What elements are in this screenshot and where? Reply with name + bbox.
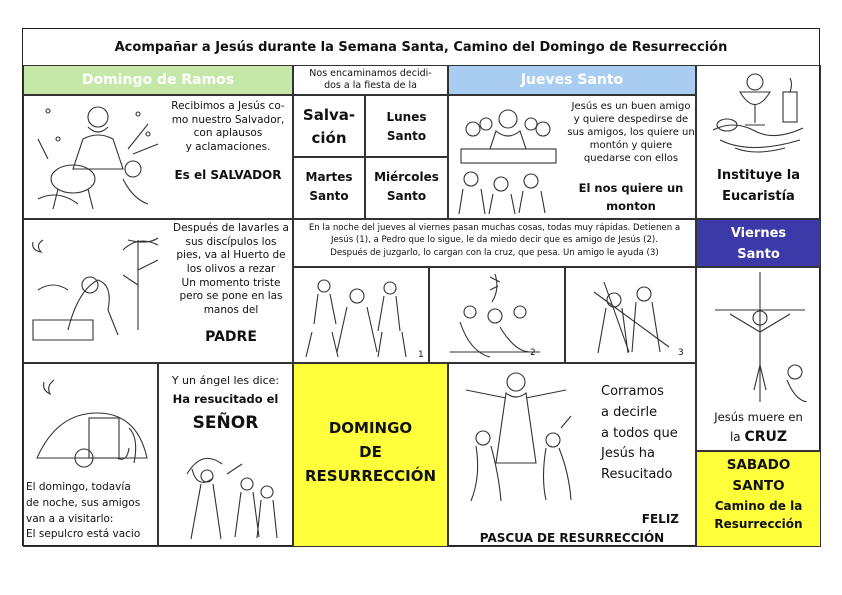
- viernes-cruz-line: [697, 428, 820, 446]
- corramos-text: Corramos a decirle a todos que Jesús ha Resucitado: [601, 384, 678, 483]
- domingo-line-1: DOMINGO: [328, 419, 413, 437]
- cross-carry-illustration: [574, 272, 684, 360]
- domingo-line-2: DE: [359, 443, 382, 461]
- viernes-panel: [696, 267, 821, 451]
- jueves-bold: El nos quiere un monton: [578, 181, 684, 213]
- huerto-panel: [23, 219, 293, 363]
- domingo-line-3: RESURRECCIÓN: [304, 467, 437, 485]
- noche-text-box: [293, 219, 696, 267]
- martes-box: [293, 157, 365, 219]
- ramos-header: [23, 65, 293, 95]
- ramos-header-label: Domingo de Ramos: [81, 72, 235, 88]
- angel-big: SEÑOR: [192, 413, 259, 433]
- salvacion-box: [293, 95, 365, 157]
- eucaristia-label: Instituye la Eucaristía: [716, 168, 800, 204]
- huerto-bold: PADRE: [205, 329, 257, 345]
- corramos-feliz: FELIZ: [641, 512, 679, 526]
- arrest-panel: [293, 267, 429, 363]
- lunes-box: [365, 95, 448, 157]
- viernes-cruz: CRUZ: [744, 429, 788, 445]
- viernes-text: Jesús muere en: [714, 410, 803, 424]
- worksheet-frame: [22, 28, 820, 546]
- empty-tomb-illustration: [29, 368, 154, 478]
- peter-denial-panel: [429, 267, 565, 363]
- ramos-text: Recibimos a Jesús co- mo nuestro Salvador, con aplausos y aclamaciones.: [171, 100, 285, 153]
- ramos-bold: Es el SALVADOR: [174, 168, 282, 182]
- huerto-text: Después de lavarles a sus discípulos los pies, va al Huerto de los olivos a rezar Un momento triste pero se pone en las manos del: [172, 222, 289, 316]
- chalice-bread-illustration: [705, 70, 815, 160]
- angel-panel: [158, 363, 293, 547]
- miercoles-box: [365, 157, 448, 219]
- sabado-line-4: Resurrección: [714, 517, 803, 532]
- sepulcro-text: El domingo, todavía de noche, sus amigos van a a visitarlo: El sepulcro está vacio: [26, 481, 141, 541]
- corramos-panel: [448, 363, 696, 547]
- viernes-header: [696, 219, 821, 267]
- ramos-panel: [23, 95, 293, 219]
- sabado-line-1: SABADO: [726, 457, 791, 473]
- lunes-line-1: Lunes: [386, 110, 427, 124]
- arrest-illustration: [302, 272, 412, 360]
- center-intro: [293, 65, 448, 95]
- viernes-line-2: Santo: [737, 247, 780, 263]
- crucifixion-illustration: [705, 272, 815, 402]
- panel-number-2: 2: [530, 348, 536, 358]
- panel-number-3: 3: [678, 348, 684, 358]
- panel-number-1: 1: [418, 350, 424, 360]
- angel-bold: Ha resucitado el: [172, 392, 279, 406]
- risen-jesus-illustration: [451, 368, 591, 503]
- jueves-text: Jesús es un buen amigo y quiere despedirse de sus amigos, los quiere un montón y quiere quedarse con ellos: [567, 101, 695, 164]
- jueves-header-label: Jueves Santo: [520, 72, 624, 88]
- miercoles-line-2: Santo: [386, 189, 427, 204]
- viernes-line-1: Viernes: [730, 226, 787, 241]
- angel-text: Y un ángel les dice:: [171, 374, 280, 387]
- jueves-header: [448, 65, 696, 95]
- center-intro-line-1: Nos encaminamos decidi-: [309, 68, 432, 79]
- martes-line-2: Santo: [309, 189, 349, 204]
- noche-line-3: Después de juzgarlo, lo cargan con la cruz, que pesa. Un amigo le ayuda (3): [330, 247, 659, 258]
- lunes-line-2: Santo: [386, 129, 427, 144]
- miercoles-line-1: Miércoles: [374, 170, 439, 184]
- last-supper-illustration: [451, 99, 566, 217]
- angel-women-illustration: [167, 444, 287, 544]
- eucaristia-panel: [696, 65, 821, 219]
- garden-prayer-illustration: [28, 230, 168, 350]
- salvacion-line-1: Salva-: [302, 106, 356, 124]
- domingo-box: [293, 363, 448, 547]
- center-intro-line-2: dos a la fiesta de la: [324, 80, 417, 92]
- sabado-line-3: Camino de la: [714, 498, 803, 513]
- peter-denial-illustration: [440, 272, 550, 360]
- salvacion-line-2: ción: [311, 128, 347, 147]
- palm-sunday-illustration: [28, 99, 163, 217]
- corramos-pascua: PASCUA DE RESURRECCIÓN: [479, 531, 665, 545]
- sepulcro-panel: [23, 363, 158, 547]
- jueves-panel: [448, 95, 696, 219]
- sabado-box: [696, 451, 821, 547]
- noche-line-2: Jesús (1), a Pedro que lo sigue, le da miedo decir que es amigo de Jesús (2).: [330, 235, 659, 246]
- viernes-la: la: [729, 430, 741, 444]
- page-title: Acompañar a Jesús durante la Semana Santa, Camino del Domingo de Resurrección: [114, 39, 728, 55]
- martes-line-1: Martes: [305, 170, 353, 184]
- cross-carry-panel: [565, 267, 696, 363]
- sabado-line-2: SANTO: [732, 477, 785, 494]
- noche-line-1: En la noche del jueves al viernes pasan muchas cosas, todas muy rápidas. Detienen a: [308, 223, 681, 233]
